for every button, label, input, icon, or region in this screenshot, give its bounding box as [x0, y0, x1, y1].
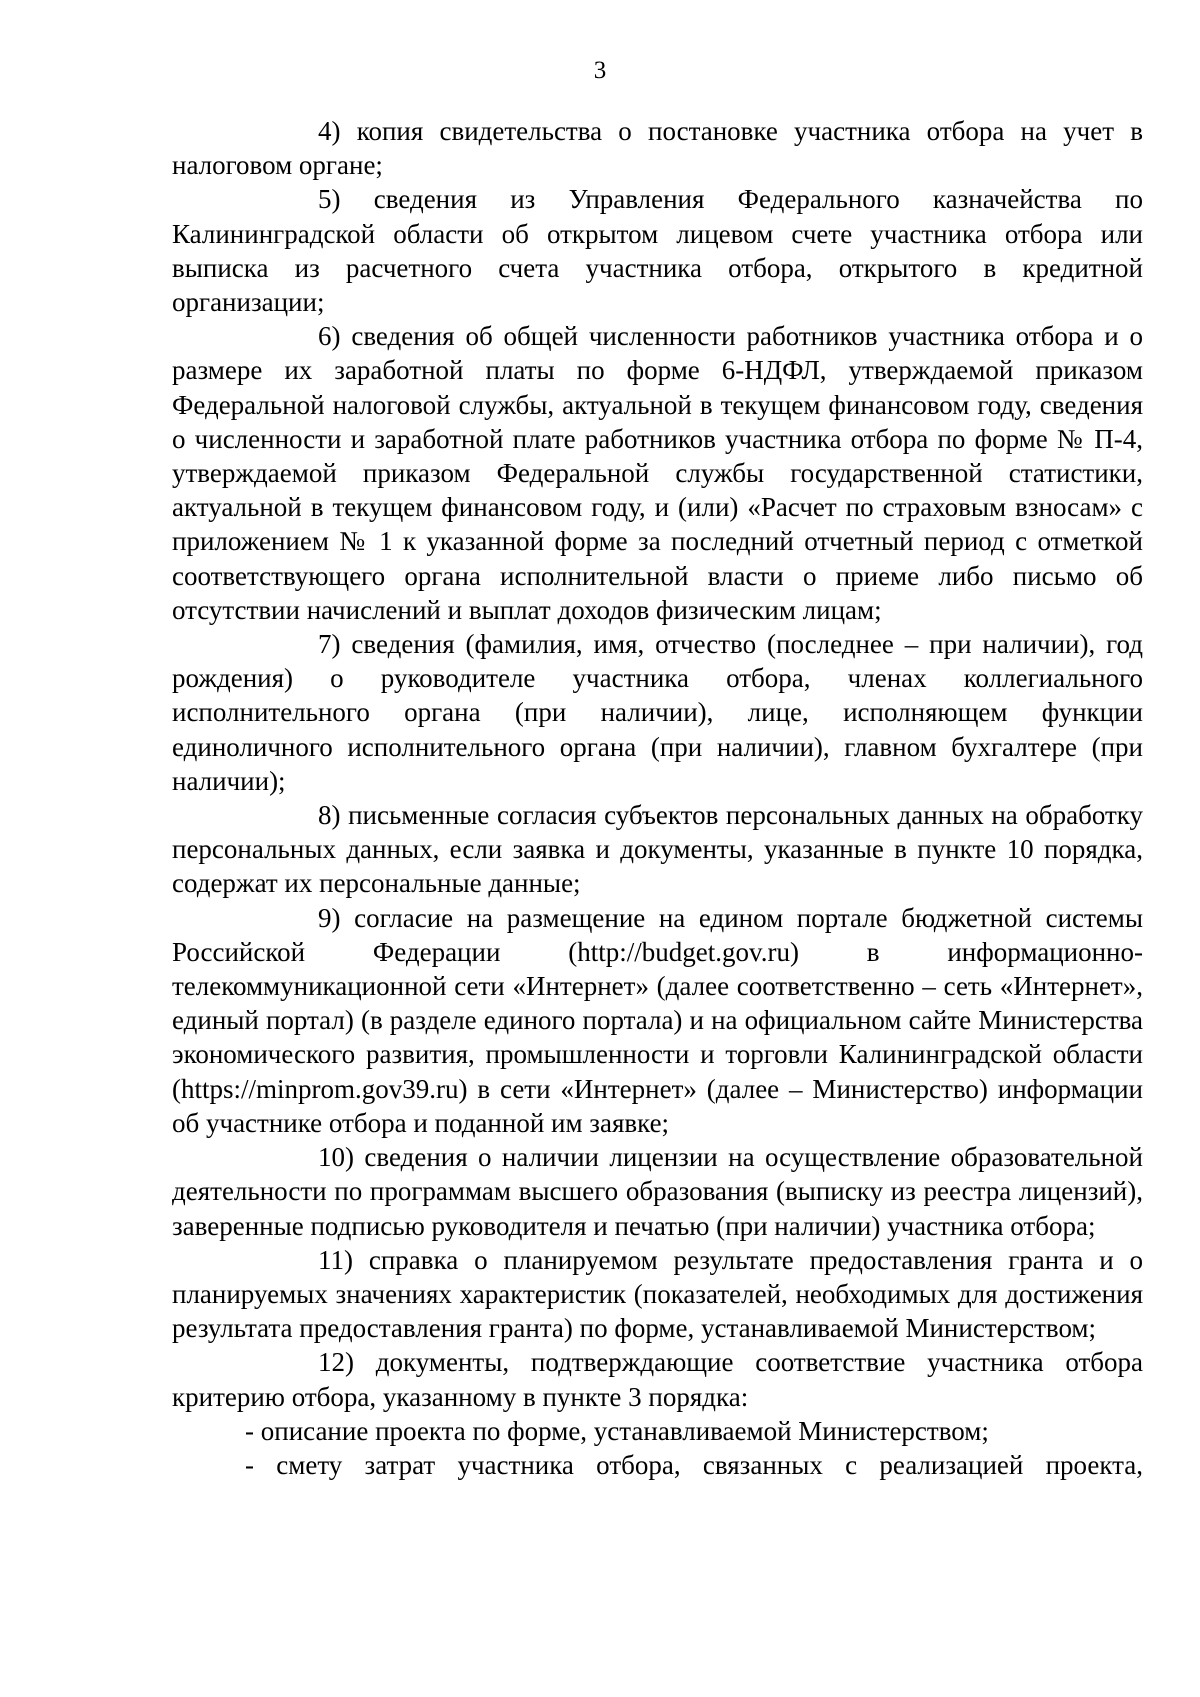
list-item-text: сведения об общей численности работников участника отбора и о размере их заработной платы по форме 6-НДФЛ, утверждаемой приказом Федеральной налоговой службы, актуальной в текущем финансовом году, сведения о численности и заработной плате работников участника отбора по форме № П-4, утверждаемой приказом Федеральной службы государственной статистики, актуальной в текущем финансовом году, и (или) «Расчет по страховым взносам» с приложением № 1 к указанной форме за последний отчетный период с отметкой соответствующего органа исполнительной власти о приеме либо письмо об отсутствии начислений и выплат доходов физическим лицам;	[172, 321, 1144, 625]
bullet-item: - смету затрат участника отбора, связанных с реализацией проекта,	[245, 1449, 1143, 1480]
list-item	[172, 798, 1143, 901]
list-item-number: 9)	[318, 902, 341, 933]
list-item-text: письменные согласия субъектов персональных данных на обработку персональных данных, если заявка и документы, указанные в пункте 10 порядка, содержат их персональные данные;	[172, 800, 1144, 899]
list-item-text: копия свидетельства о постановке участника отбора на учет в налоговом органе;	[172, 116, 1143, 181]
list-item	[172, 1140, 1143, 1243]
list-item	[172, 182, 1143, 319]
list-item-number: 12)	[318, 1347, 354, 1378]
list-item-text: сведения о наличии лицензии на осуществление образовательной деятельности по программам высшего образования (выписку из реестра лицензий), заверенные подписью руководителя и печатью (при наличии) участника отбора;	[172, 1142, 1143, 1241]
list-item	[172, 1345, 1143, 1413]
list-item-number: 8)	[318, 800, 341, 831]
bullet-item: - описание проекта по форме, устанавливаемой Министерством;	[245, 1415, 989, 1446]
list-item-number: 4)	[318, 116, 341, 146]
list-item	[172, 114, 1143, 182]
list-item-number: 6)	[318, 321, 341, 352]
page-number: 3	[593, 57, 607, 84]
list-item-number: 5)	[318, 184, 341, 215]
list-item-text: сведения из Управления Федерального казначейства по Калининградской области об открытом лицевом счете участника отбора или выписка из расчетного счета участника отбора, открытого в кредитной организации;	[172, 184, 1144, 318]
list-item	[172, 901, 1143, 1140]
list-item-text: сведения (фамилия, имя, отчество (последнее – при наличии), год рождения) о руководителе участника отбора, членах коллегиального исполнительного органа (при наличии), лице, исполняющем функции единоличного исполнительного органа (при наличии), главном бухгалтере (при наличии);	[172, 629, 1143, 796]
list-item	[172, 627, 1143, 798]
list-item-text: документы, подтверждающие соответствие участника отбора критерию отбора, указанному в пункте 3 порядка:	[172, 1347, 1144, 1412]
list-item-number: 7)	[318, 629, 341, 660]
list-item	[172, 319, 1143, 627]
list-item-number: 11)	[318, 1244, 353, 1275]
document-body	[172, 114, 1143, 1482]
list-item-text: согласие на размещение на едином портале бюджетной системы Российской Федерации (http://budget.gov.ru) в информационно-телекоммуникационной сети «Интернет» (далее соответственно – сеть «Интернет», единый портал) (в разделе единого портала) и на официальном сайте Министерства экономического развития, промышленности и торговли Калининградской области (https://minprom.gov39.ru) в сети «Интернет» (далее – Министерство) информации об участнике отбора и поданной им заявке;	[172, 902, 1144, 1138]
list-item-text: справка о планируемом результате предоставления гранта и о планируемых значениях характеристик (показателей, необходимых для достижения результата предоставления гранта) по форме, устанавливаемой Министерством;	[172, 1244, 1143, 1344]
list-item-number: 10)	[318, 1142, 354, 1173]
list-item	[172, 1243, 1143, 1346]
